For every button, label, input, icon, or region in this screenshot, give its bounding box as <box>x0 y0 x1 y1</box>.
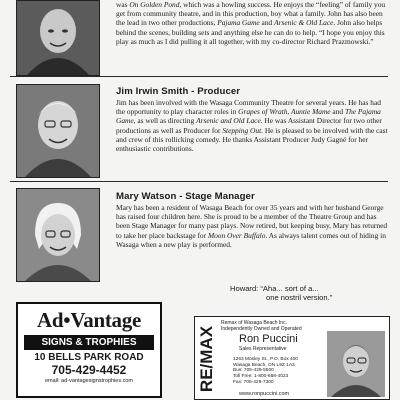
portrait-image <box>17 189 99 281</box>
text-run: . John also helps behind the scenes, building sets and anything else he can do to help. “I hope you enjoy this play as much as I did pulling it all together, with my co-director Richard Prazmowski.” <box>116 18 385 46</box>
agent-website: www.ronpuccini.com <box>239 391 290 397</box>
text-run: , as well as directing <box>133 116 197 126</box>
text-run: . He was Assistant Director for two other productions as well as Producer for <box>116 116 382 135</box>
remax-logo-text: RE/MAX <box>197 325 216 393</box>
remax-firm-name: Remax of Wasaga Beach Inc. <box>221 320 287 326</box>
text-run: , which was a howling success. He enjoys the “feeling” of family you get from community theatre, and in this production, boy what a family. John has also been the lead in two other productions, <box>116 0 386 28</box>
portrait-image <box>17 85 99 177</box>
advantage-phone: 705-429-4452 <box>51 363 127 377</box>
divider <box>10 181 388 182</box>
title-italic: Stepping Out <box>222 125 262 135</box>
caption-line-1: Howard: “Aha... sort of a... <box>230 284 319 293</box>
photo-caption <box>230 284 390 302</box>
text-run: was <box>116 0 130 9</box>
photo-jim <box>16 84 100 178</box>
title-italic: Arsenic & Old Lace <box>274 18 334 28</box>
text-run: and <box>259 18 275 28</box>
advantage-address: 10 BELLS PARK ROAD <box>34 352 144 363</box>
advantage-logo: Ad•Vantage <box>37 308 141 332</box>
photo-john <box>16 0 100 76</box>
title-italic: On Golden Pond <box>129 0 180 9</box>
bio-john <box>116 0 388 46</box>
contact-line: Wasaga Beach, ON L9Z 1A3 <box>233 362 295 368</box>
remax-firm <box>221 320 302 332</box>
remax-firm-note: Independently Owned and Operated <box>221 326 302 332</box>
portrait-image <box>327 331 385 397</box>
agent-contact-details <box>233 357 298 386</box>
bio-heading: Mary Watson - Stage Manager <box>116 191 255 202</box>
title-italic: Moon Over Buffalo <box>207 230 266 240</box>
title-italic: Pajama Game <box>217 18 260 28</box>
title-italic: Arsenic and Old Lace <box>196 116 261 126</box>
advantage-ad <box>16 302 162 398</box>
bio-mary <box>116 191 388 249</box>
agent-title: Sales Representative <box>239 346 287 352</box>
contact-line: Fax: 705-429-7300 <box>233 379 274 385</box>
text-run: and <box>330 107 345 117</box>
text-run: Mary has been a resident of Wasaga Beach for over 35 years and with her husband George has raised four children here. She is proud to be a member of the Theatre Group and has been Stage Manager for many past plays. Now retired, but keeping busy, Mary has returned to take her place backstage for <box>116 203 388 240</box>
title-italic: Grapes of Wrath, Auntie Mame <box>238 107 331 117</box>
bio-heading: Jim Irwin Smith - Producer <box>116 86 241 97</box>
title-italic: The Pajama Game <box>116 107 381 126</box>
contact-line: Bus: 705-429-5500 <box>233 368 274 374</box>
divider <box>10 76 388 77</box>
agent-name: Ron Puccini <box>239 333 298 345</box>
contact-line: 1263 Mosley St., P.O. Box 400 <box>233 357 298 362</box>
bio-text <box>116 203 388 249</box>
advantage-band: SIGNS & TROPHIES <box>24 335 154 350</box>
bio-text <box>116 98 388 153</box>
remax-ad <box>194 316 390 400</box>
bio-jim <box>116 86 388 153</box>
text-run: . As always talent comes out of hiding in Wasaga when a new play is performed. <box>116 230 386 249</box>
caption-line-2: one nostril version.” <box>266 293 333 302</box>
portrait-image <box>17 1 99 75</box>
text-run: . He is pleased to be involved with the cast and crew of this rollicking comedy. He thanks Assistant Producer Judy Gagné for her enthusiastic contributions. <box>116 125 388 154</box>
advantage-email: email: ad-vantagesignstrophies.com <box>44 378 134 384</box>
photo-mary <box>16 188 100 282</box>
text-run: Jim has been involved with the Wasaga Community Theatre for several years. He has had the opportunity to play character roles in <box>116 98 381 117</box>
bio-text <box>116 0 388 46</box>
remax-logo <box>197 321 217 397</box>
contact-line: Toll Free: 1-800-668-4023 <box>233 374 289 380</box>
agent-photo <box>327 331 385 397</box>
